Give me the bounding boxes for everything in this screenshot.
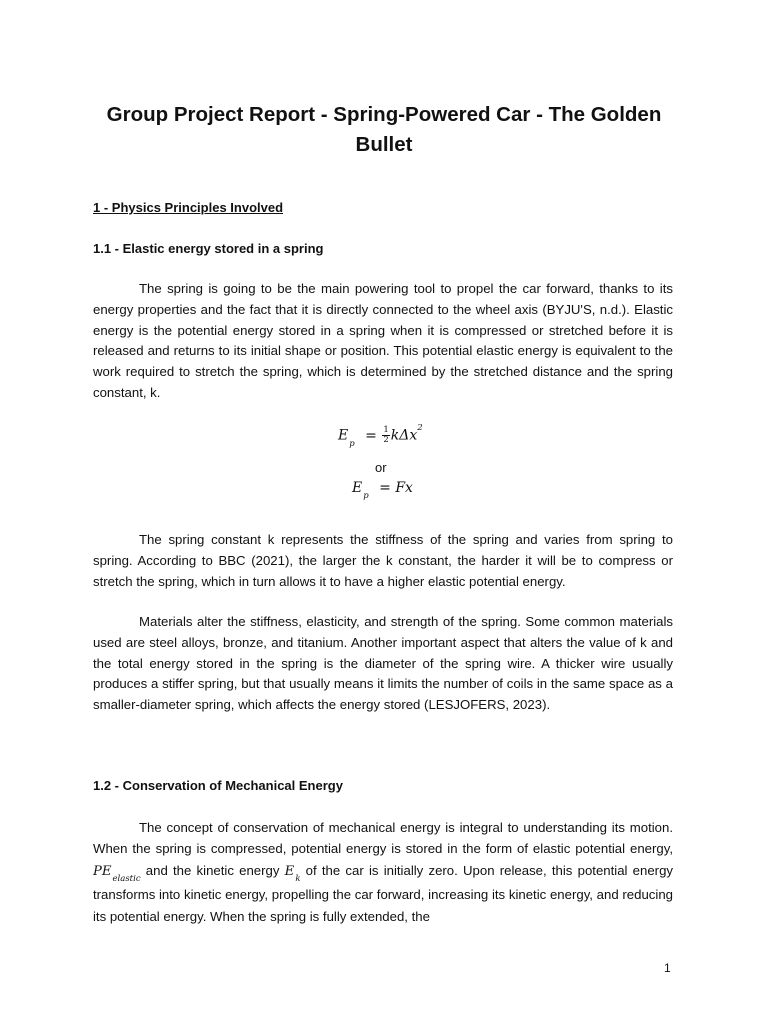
equation-lhs: E — [338, 427, 349, 444]
ek-symbol: E — [284, 863, 295, 879]
ek-subscript: k — [295, 873, 301, 884]
equation2-rhs: Fx — [395, 480, 413, 496]
equation-work — [352, 480, 413, 501]
equation2-equals: = — [379, 480, 391, 496]
fraction-denominator: 2 — [383, 435, 389, 445]
paragraph-spring-constant: The spring constant k represents the stiffness of the spring and varies from spring to spring. According to BBC (2021), the larger the k constant, the harder it will be to compress or stretch the spring, which in turn allows it to have a higher elastic potential energy. — [93, 532, 673, 589]
conservation-text-3: of the car is initially zero. Upon release, this potential energy transforms into kinetic energy, propelling the car forward, increasing its kinetic energy, and reducing its potential energy. When the spring is fully extended, the — [93, 862, 673, 924]
paragraph-spring-intro: The spring is going to be the main powering tool to propel the car forward, thanks to its energy properties and the fact that it is directly connected to the wheel axis (BYJU'S, n.d.). Elastic energy is the potential energy stored in a spring when it is compressed or stretched before it is released and returns to its initial shape or position. This potential elastic energy is equivalent to the work required to stretch the spring, which is determined by the stretched distance and the spring constant, k. — [93, 281, 673, 400]
fraction-numerator: 1 — [383, 425, 389, 435]
paragraph-conservation — [93, 817, 673, 927]
section-heading-1-2: 1.2 - Conservation of Mechanical Energy — [93, 778, 343, 793]
paragraph-materials: Materials alter the stiffness, elasticity, and strength of the spring. Some common materials used are steel alloys, bronze, and titanium. Another important aspect that alters the value of k and the total energy stored in the spring is the diameter of the spring wire. A thicker wire usually produces a stiffer spring, but that usually means it limits the number of coils in the same space as a smaller-diameter spring, which affects the energy stored (LESJOFERS, 2023). — [93, 614, 673, 713]
equation2-lhs-subscript: p — [363, 491, 369, 501]
conservation-text-1: The concept of conservation of mechanical energy is integral to understanding its motion. When the spring is compressed, potential energy is stored in the form of elastic potential energy, — [93, 820, 673, 857]
conservation-text-2: and the kinetic energy — [140, 862, 285, 878]
equation2-lhs: E — [352, 480, 363, 496]
section-heading-1-1: 1.1 - Elastic energy stored in a spring — [93, 241, 324, 256]
equation-rhs: kΔx — [390, 427, 418, 444]
page-number: 1 — [664, 961, 671, 975]
section-heading-1: 1 - Physics Principles Involved — [93, 200, 284, 215]
pe-symbol: PE — [93, 863, 112, 879]
equation-fraction — [382, 426, 389, 445]
page-title: Group Project Report - Spring-Powered Car - The Golden Bullet — [106, 103, 662, 156]
equation-rhs-superscript: 2 — [417, 422, 423, 433]
equation-equals: = — [365, 427, 377, 444]
equation-lhs-subscript: p — [349, 438, 355, 449]
equation-or: or — [375, 460, 387, 475]
pe-subscript: elastic — [112, 873, 141, 884]
equation-elastic-energy — [338, 422, 423, 449]
